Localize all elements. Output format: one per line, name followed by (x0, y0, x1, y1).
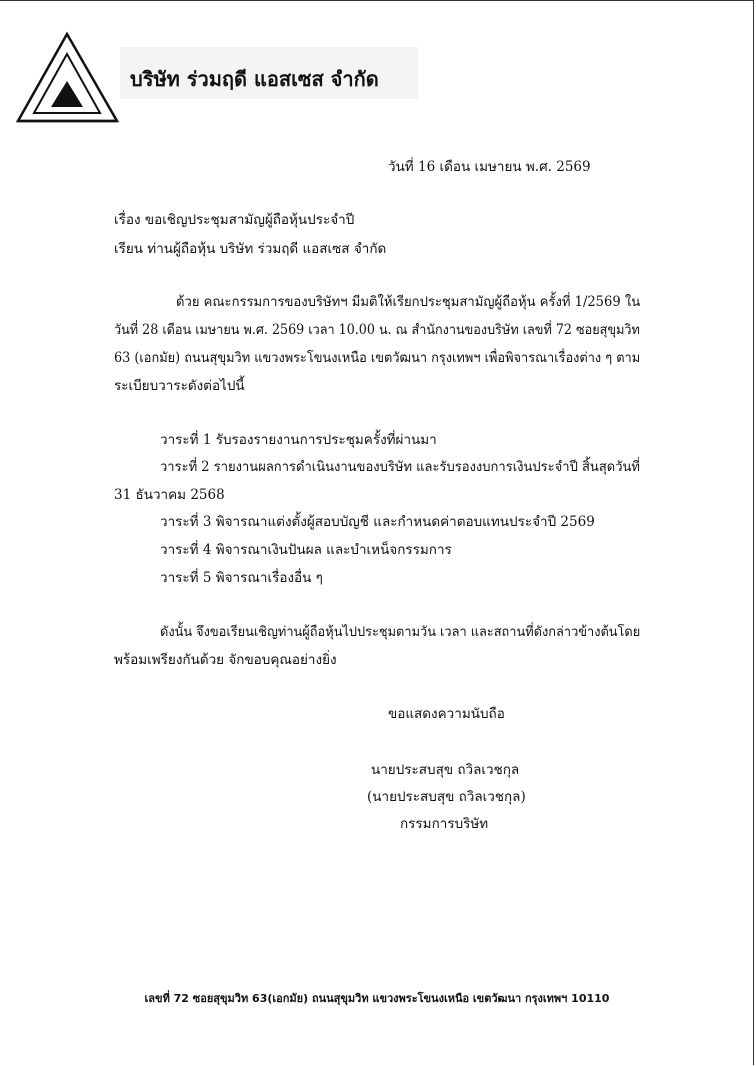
company-logo-icon (15, 31, 120, 125)
recipient-line: เรียน ท่านผู้ถือหุ้น บริษัท ร่วมฤดี แอสเซส จำกัด (114, 241, 387, 257)
body-line-3: 63 (เอกมัย) ถนนสุขุมวิท แขวงพระโขนงเหนือ เขตวัฒนา กรุงเทพฯ เพื่อพิจารณาเรื่องต่าง ๆ ตาม (114, 350, 641, 366)
agenda-item-2: วาระที่ 2 รายงานผลการดำเนินงานของบริษัท และรับรองงบการเงินประจำปี สิ้นสุดวันที่ (160, 459, 641, 475)
signatory-name: นายประสบสุข ถวิลเวชกุล (371, 762, 520, 778)
subject-line: เรื่อง ขอเชิญประชุมสามัญผู้ถือหุ้นประจำปี (114, 212, 355, 228)
body-line-4: ระเบียบวาระดังต่อไปนี้ (114, 378, 245, 394)
agenda-item-5: วาระที่ 5 พิจารณาเรื่องอื่น ๆ (160, 570, 323, 586)
agenda-item-1: วาระที่ 1 รับรองรายงานการประชุมครั้งที่ผ่านมา (160, 432, 437, 448)
date-line: วันที่ 16 เดือน เมษายน พ.ศ. 2569 (388, 159, 591, 175)
body-line-2: วันที่ 28 เดือน เมษายน พ.ศ. 2569 เวลา 10.00 น. ณ สำนักงานของบริษัท เลขที่ 72 ซอยสุขุมวิท (114, 322, 640, 338)
agenda-item-3: วาระที่ 3 พิจารณาแต่งตั้งผู้สอบบัญชี และกำหนดค่าตอบแทนประจำปี 2569 (160, 514, 595, 530)
agenda-item-4: วาระที่ 4 พิจารณาเงินปันผล และบำเหน็จกรรมการ (160, 542, 452, 558)
body-line-1: ด้วย คณะกรรมการของบริษัทฯ มีมติให้เรียกประชุมสามัญผู้ถือหุ้น ครั้งที่ 1/2569 ใน (176, 294, 641, 310)
signatory-title: กรรมการบริษัท (400, 816, 489, 832)
company-name: บริษัท ร่วมฤดี แอสเซส จำกัด (130, 67, 379, 91)
regards-text: ขอแสดงความนับถือ (388, 706, 505, 722)
closing-line-1: ดังนั้น จึงขอเรียนเชิญท่านผู้ถือหุ้นไปประชุมตามวัน เวลา และสถานที่ดังกล่าวข้างต้นโดย (160, 624, 641, 640)
footer-address: เลขที่ 72 ซอยสุขุมวิท 63(เอกมัย) ถนนสุขุมวิท แขวงพระโขนงเหนือ เขตวัฒนา กรุงเทพฯ 10110 (144, 992, 610, 1005)
signatory-name-parenthesized: (นายประสบสุข ถวิลเวชกุล) (367, 789, 526, 805)
closing-line-2: พร้อมเพรียงกันด้วย จักขอบคุณอย่างยิ่ง (114, 652, 337, 668)
agenda-item-2-continued: 31 ธันวาคม 2568 (114, 487, 225, 503)
